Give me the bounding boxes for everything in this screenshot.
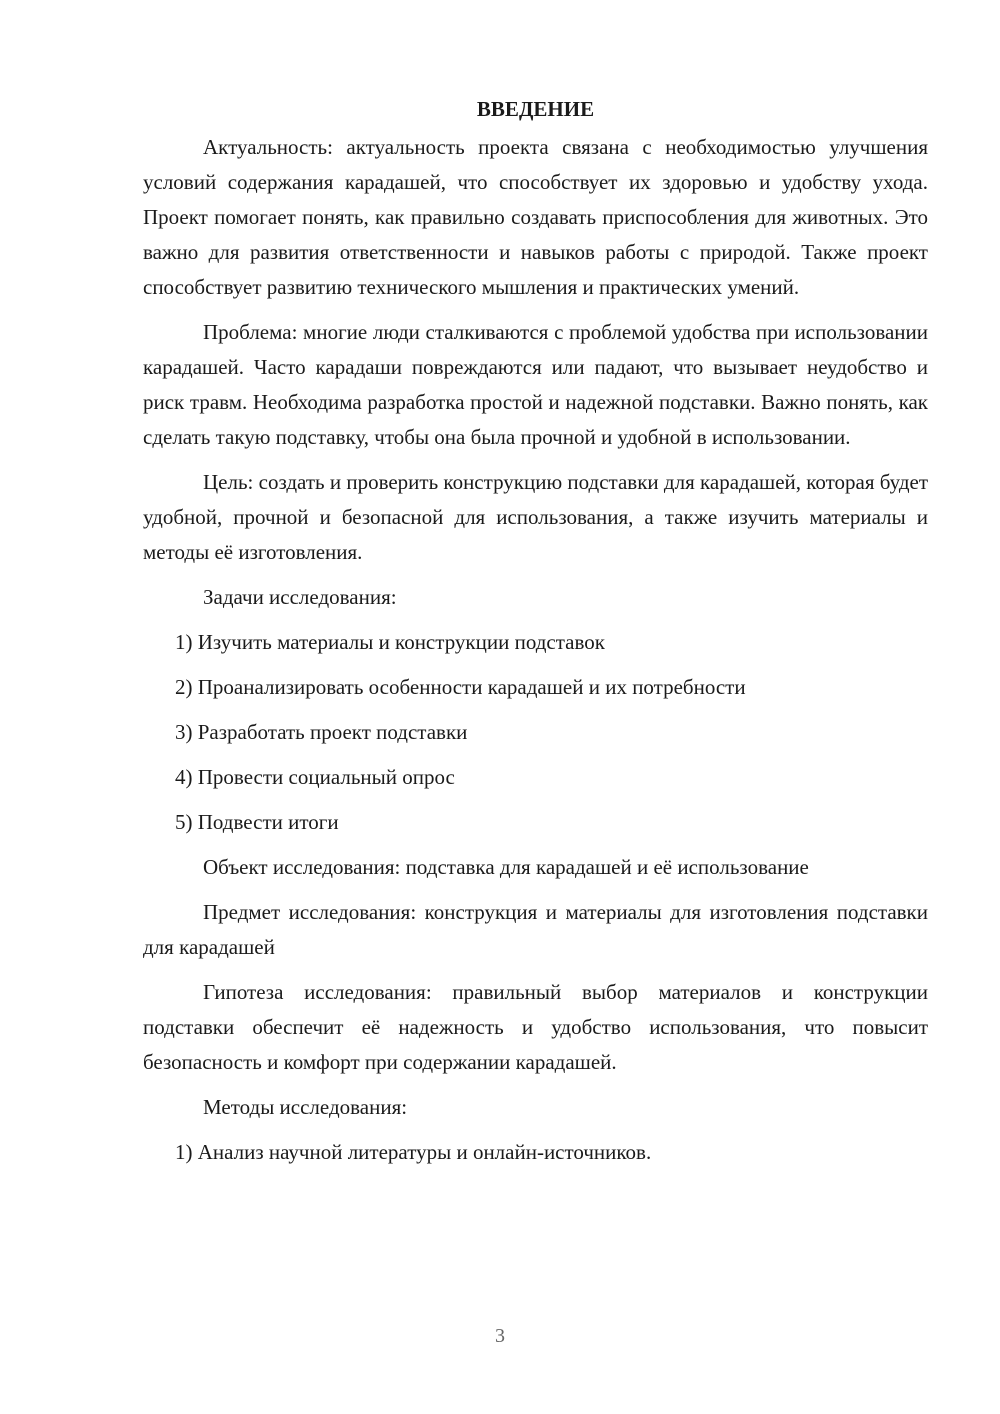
- paragraph-relevance: Актуальность: актуальность проекта связана с необходимостью улучшения условий содержания карадашей, что способствует их здоровью и удобству ухода. Проект помогает понять, как правильно создавать приспособления для животных. Это важно для развития ответственности и навыков работы с природой. Также проект способствует развитию технического мышления и практических умений.: [143, 135, 928, 299]
- list-item: 3) Разработать проект подставки: [175, 720, 468, 744]
- methods-list: [143, 1135, 928, 1170]
- paragraph-object: Объект исследования: подставка для карадашей и её использование: [203, 855, 809, 879]
- paragraph-subject: Предмет исследования: конструкция и материалы для изготовления подставки для карадашей: [143, 900, 928, 959]
- tasks-heading: Задачи исследования:: [203, 585, 397, 609]
- paragraph-goal: Цель: создать и проверить конструкцию подставки для карадашей, которая будет удобной, прочной и безопасной для использования, а также изучить материалы и методы её изготовления.: [143, 470, 928, 564]
- list-item: 1) Анализ научной литературы и онлайн-источников.: [175, 1140, 652, 1164]
- document-page: [143, 90, 928, 1180]
- list-item: 4) Провести социальный опрос: [175, 765, 455, 789]
- list-item: 5) Подвести итоги: [175, 810, 339, 834]
- tasks-list: [143, 625, 928, 840]
- paragraph-problem: Проблема: многие люди сталкиваются с проблемой удобства при использовании карадашей. Часто карадаши повреждаются или падают, что вызывает неудобство и риск травм. Необходима разработка простой и надежной подставки. Важно понять, как сделать такую подставку, чтобы она была прочной и удобной в использовании.: [143, 320, 928, 449]
- list-item: 1) Изучить материалы и конструкции подставок: [175, 630, 605, 654]
- list-item: 2) Проанализировать особенности карадашей и их потребности: [175, 675, 746, 699]
- paragraph-hypothesis: Гипотеза исследования: правильный выбор материалов и конструкции подставки обеспечит её надежность и удобство использования, что повысит безопасность и комфорт при содержании карадашей.: [143, 980, 928, 1074]
- page-title: ВВЕДЕНИЕ: [476, 97, 595, 121]
- page-number: 3: [495, 1325, 505, 1347]
- methods-heading: Методы исследования:: [203, 1095, 408, 1119]
